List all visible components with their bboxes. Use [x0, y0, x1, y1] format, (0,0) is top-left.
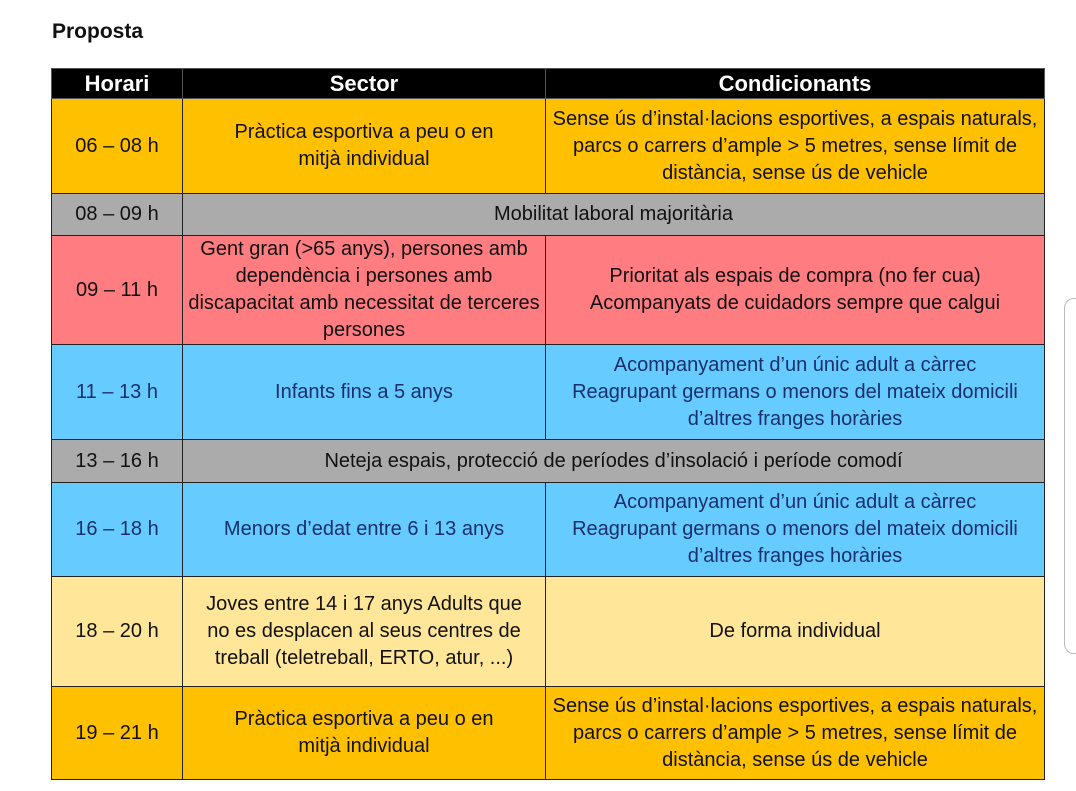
- table-row: [52, 99, 1045, 194]
- conditions-cell: Acompanyament d’un únic adult a càrrec Reagrupant germans o menors del mateix domicili d’altres franges horàries: [546, 483, 1045, 577]
- table-header-row: [52, 69, 1045, 99]
- time-cell: 11 – 13 h: [52, 345, 183, 440]
- header-horari: Horari: [52, 69, 183, 99]
- page-title: Proposta: [52, 20, 144, 43]
- conditions-cell: De forma individual: [546, 577, 1045, 687]
- sector-cell: Gent gran (>65 anys), persones amb dependència i persones amb discapacitat amb necessitat de terceres persones: [183, 236, 546, 345]
- schedule-table: [51, 68, 1045, 780]
- time-cell: 08 – 09 h: [52, 194, 183, 236]
- sector-cell: Pràctica esportiva a peu o en mitjà individual: [183, 99, 546, 194]
- table-row: [52, 345, 1045, 440]
- merged-cell: Mobilitat laboral majoritària: [183, 194, 1045, 236]
- conditions-cell: Sense ús d’instal·lacions esportives, a espais naturals, parcs o carrers d’ample > 5 metres, sense límit de distància, sense ús de vehicle: [546, 99, 1045, 194]
- sector-cell: Menors d’edat entre 6 i 13 anys: [183, 483, 546, 577]
- sector-cell: Infants fins a 5 anys: [183, 345, 546, 440]
- conditions-cell: Acompanyament d’un únic adult a càrrec Reagrupant germans o menors del mateix domicili d’altres franges horàries: [546, 345, 1045, 440]
- header-condicionants: Condicionants: [546, 69, 1045, 99]
- table-row: [52, 483, 1045, 577]
- side-panel-edge[interactable]: [1064, 298, 1076, 654]
- table-row: [52, 440, 1045, 483]
- time-cell: 13 – 16 h: [52, 440, 183, 483]
- conditions-cell: Sense ús d’instal·lacions esportives, a espais naturals, parcs o carrers d’ample > 5 metres, sense límit de distància, sense ús de vehicle: [546, 687, 1045, 780]
- time-cell: 16 – 18 h: [52, 483, 183, 577]
- table-row: [52, 236, 1045, 345]
- conditions-cell: Prioritat als espais de compra (no fer cua) Acompanyats de cuidadors sempre que calgui: [546, 236, 1045, 345]
- time-cell: 18 – 20 h: [52, 577, 183, 687]
- header-sector: Sector: [183, 69, 546, 99]
- time-cell: 19 – 21 h: [52, 687, 183, 780]
- sector-cell: Joves entre 14 i 17 anys Adults que no es desplacen al seus centres de treball (teletreball, ERTO, atur, ...): [183, 577, 546, 687]
- merged-cell: Neteja espais, protecció de períodes d’insolació i període comodí: [183, 440, 1045, 483]
- time-cell: 09 – 11 h: [52, 236, 183, 345]
- time-cell: 06 – 08 h: [52, 99, 183, 194]
- sector-cell: Pràctica esportiva a peu o en mitjà individual: [183, 687, 546, 780]
- table-row: [52, 577, 1045, 687]
- table-row: [52, 687, 1045, 780]
- table-row: [52, 194, 1045, 236]
